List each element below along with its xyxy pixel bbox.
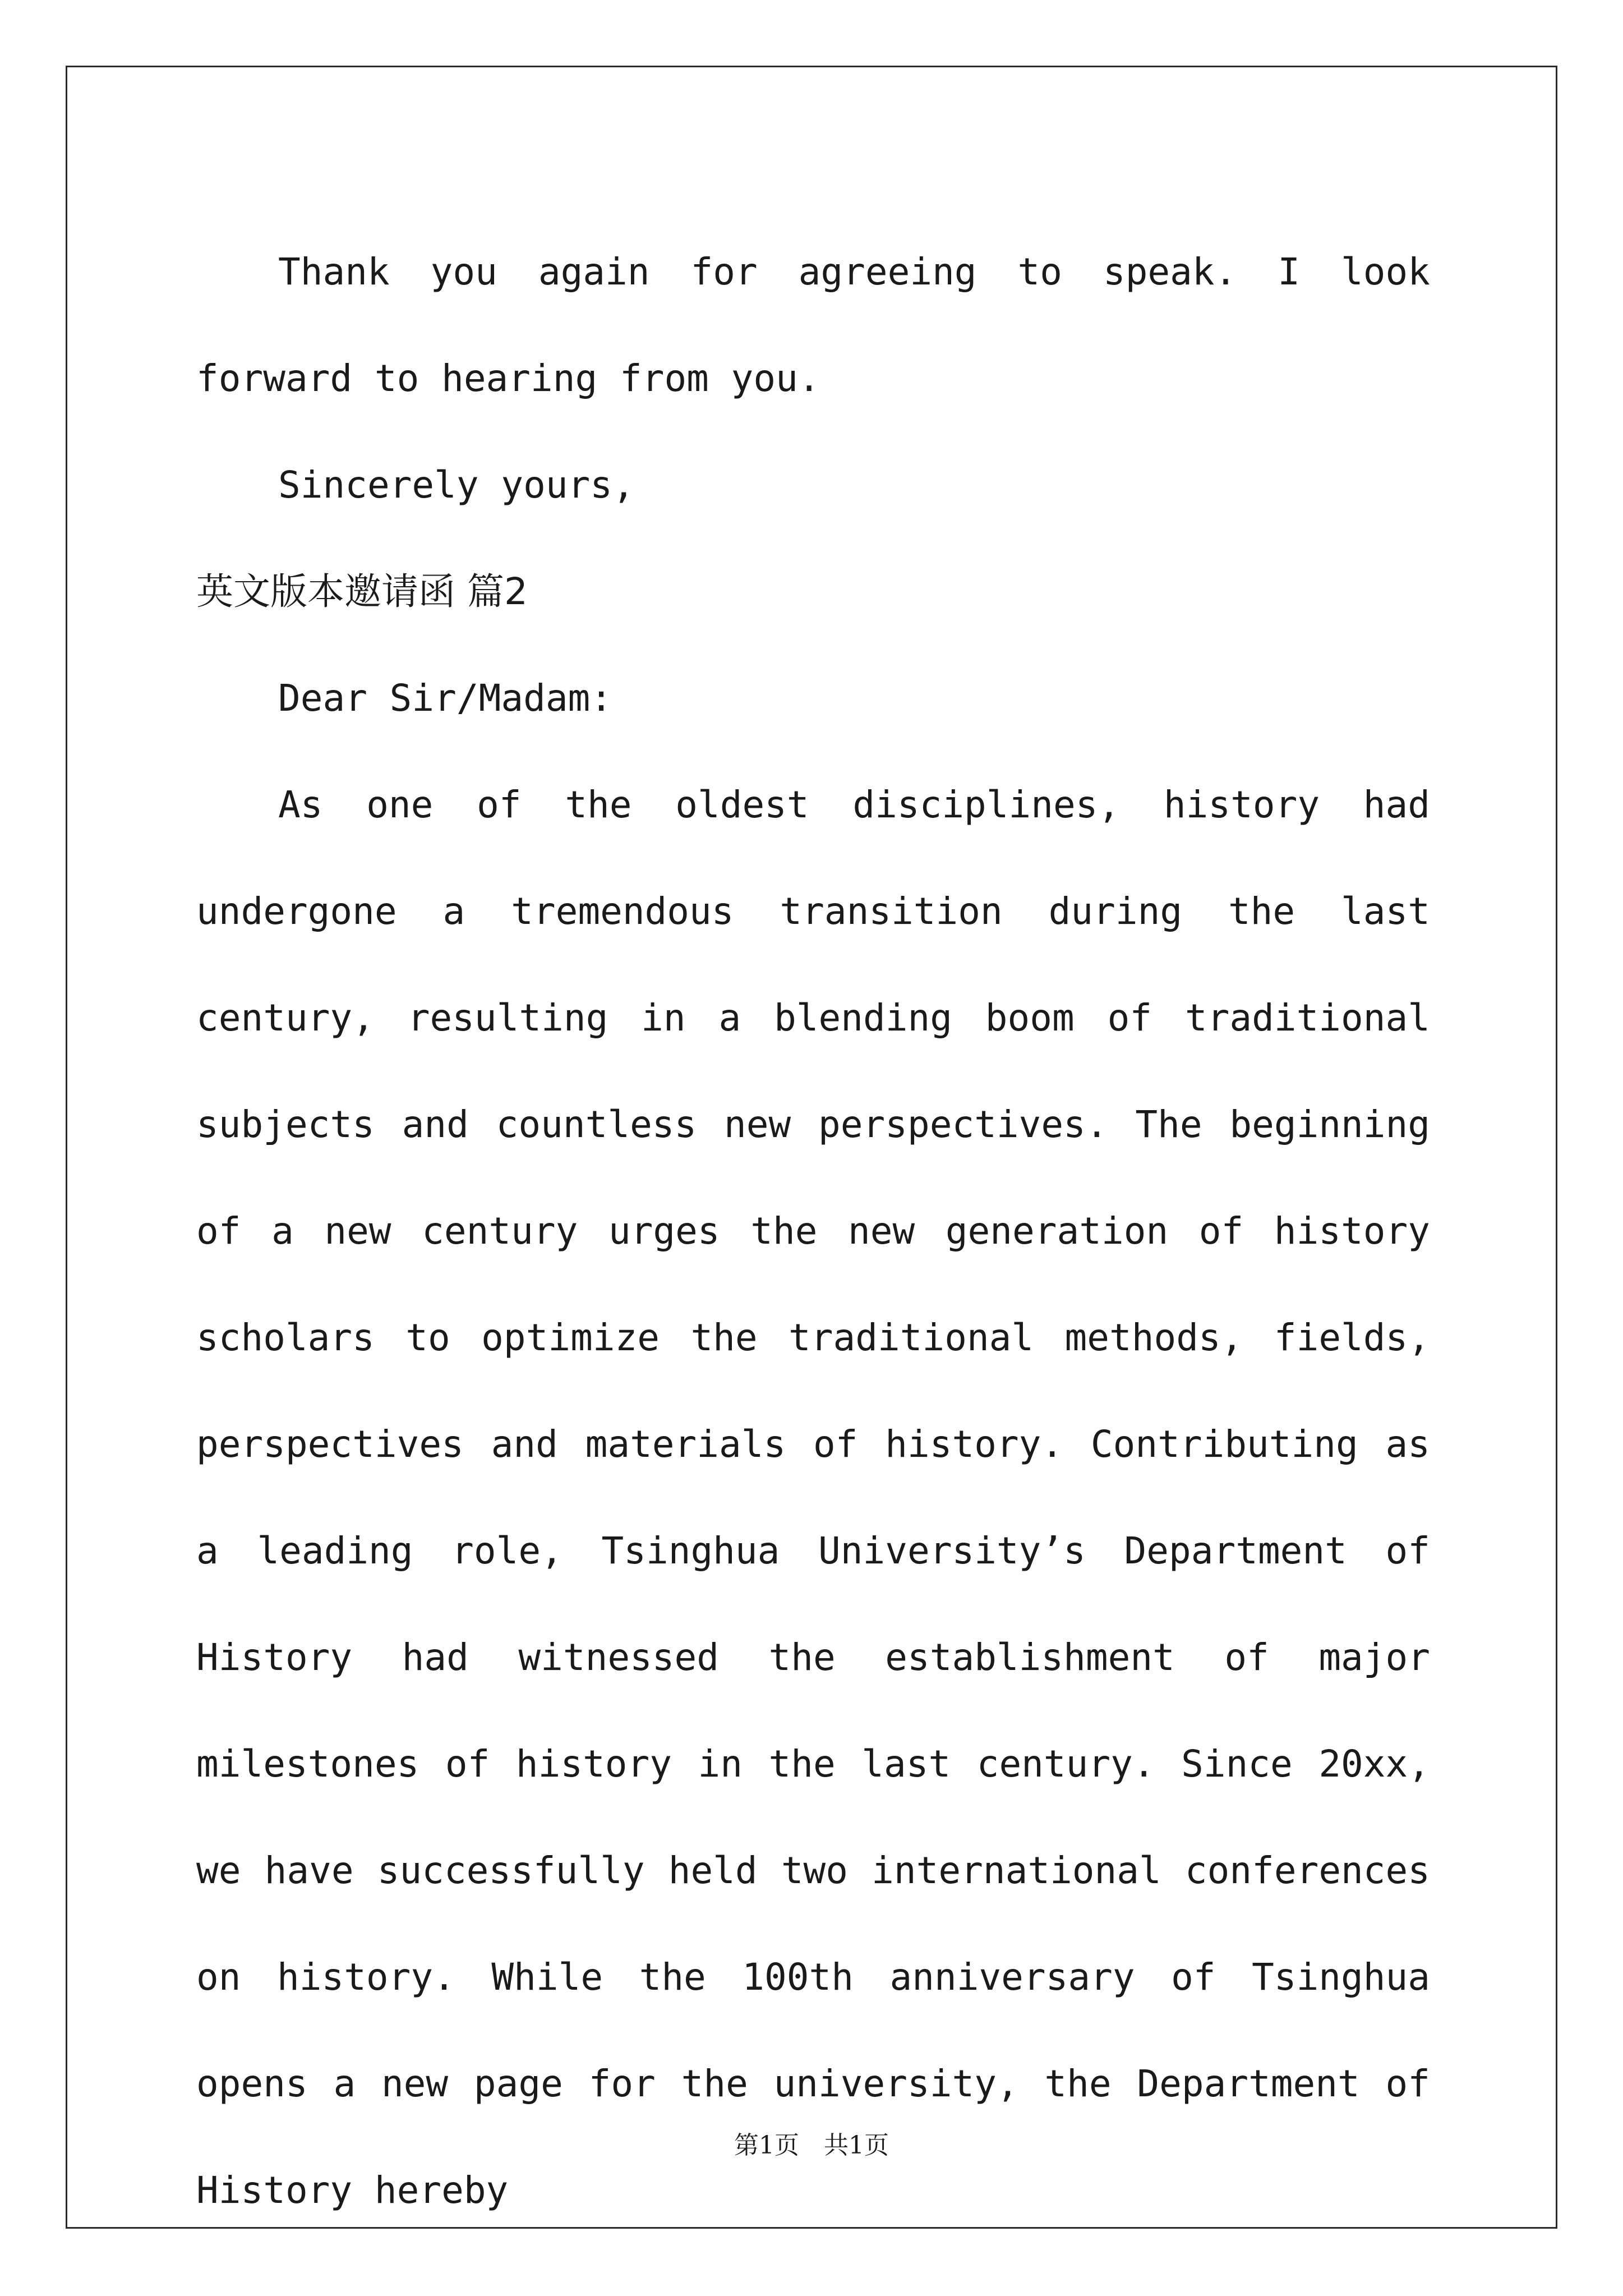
document-body (196, 219, 1430, 2244)
section-heading: 英文版本邀请函 篇2 (196, 570, 528, 613)
page-number-footer: 第1页 共1页 (734, 2131, 889, 2160)
sign-off: Sincerely yours, (278, 463, 635, 507)
closing-paragraph: Thank you again for agreeing to speak. I look forward to hearing from you. (196, 250, 1430, 400)
salutation: Dear Sir/Madam: (278, 677, 613, 720)
body-paragraph: As one of the oldest disciplines, history had undergone a tremendous transition during the last century, resulting in a blending boom of traditional subjects and countless new perspectives. The beginning of a new century urges the new generation of history scholars to optimize the traditional methods, fields, perspectives and materials of history. Contributing as a leading role, Tsinghua University’s Department of History had witnessed the establishment of major milestones of history in the last century. Since 20xx, we have successfully held two international conferences on history. While the 100th anniversary of Tsinghua opens a new page for the university, the Department of History hereby (196, 783, 1430, 2212)
